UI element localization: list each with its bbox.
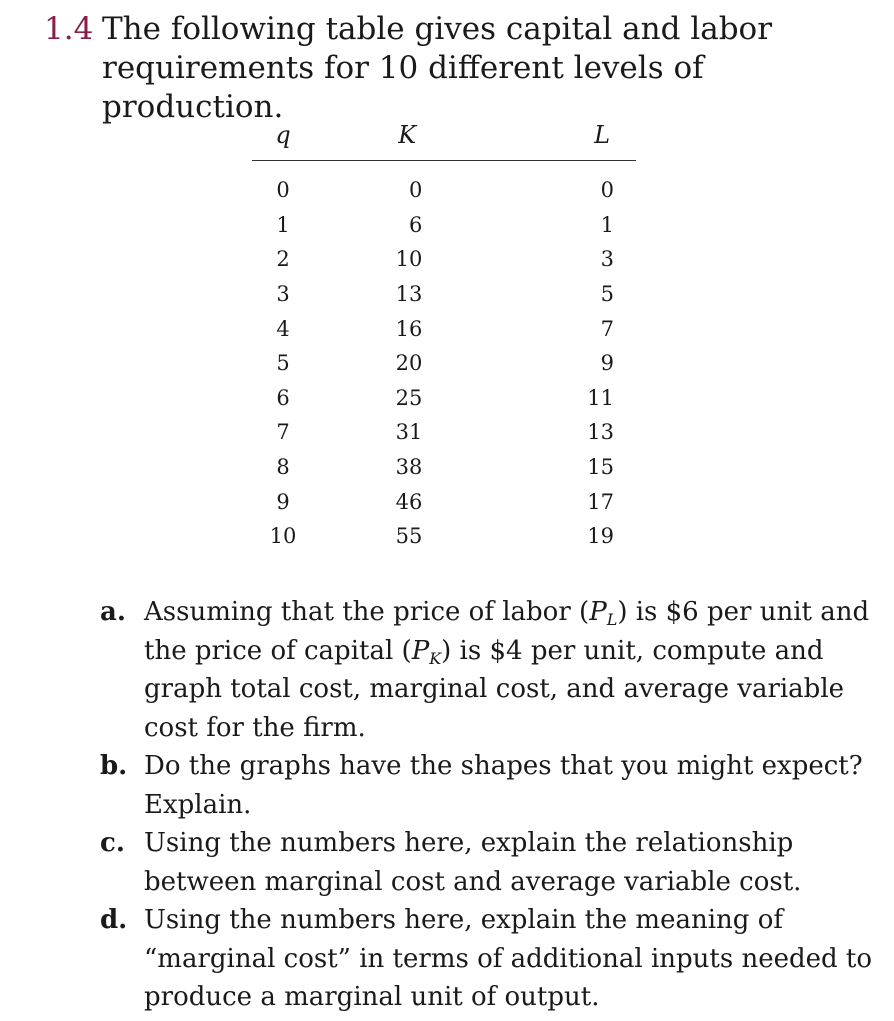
cell-l: 9 [600,351,614,376]
price-labor-symbol [589,597,617,627]
cell-l: 13 [587,420,614,445]
part-text: Using the numbers here, explain the meaning of “marginal cost” in terms of additional inputs needed to produce a marginal unit of output. [144,905,873,1012]
subscript-l: L [606,610,618,629]
header-k: K [314,110,500,161]
table-row [252,311,636,346]
cell-q: 1 [276,212,290,237]
table-row [252,346,636,381]
part-label: b. [100,751,128,781]
symbol-p: P [411,635,430,666]
table-row [252,208,636,243]
cell-q: 4 [276,316,290,341]
problem-stem: The following table gives capital and labor requirements for 10 different levels of production. [102,11,773,125]
table-row [252,277,636,312]
cell-l: 5 [600,282,614,307]
part-a-text-3: ) is $4 per unit, compute and graph total cost, marginal cost, and average variable cost for the firm. [144,635,845,743]
part-d [100,901,880,1017]
cell-k: 0 [408,178,423,203]
header-l: L [500,110,636,161]
header-row [252,110,636,161]
part-a-text-2: ) is $6 per unit and the price of capital ( [144,597,870,666]
cell-k: 25 [395,385,423,410]
requirements-table [252,110,636,554]
cell-q: 3 [276,282,290,307]
symbol-p: P [589,597,607,627]
table-row [252,242,636,277]
cell-l: 1 [600,212,614,237]
part-a [100,593,880,747]
part-text: Using the numbers here, explain the relationship between marginal cost and average variable cost. [144,828,802,897]
cell-k: 20 [395,351,423,376]
table-body [252,161,636,554]
cell-k: 10 [395,247,423,272]
part-label: c. [100,828,125,858]
cell-l: 3 [600,247,614,272]
part-text [144,593,874,747]
cell-q: 8 [276,455,290,480]
problem-number: 1.4 [44,11,94,47]
table-row [252,519,636,554]
cell-k: 55 [395,524,423,549]
part-label: a. [100,597,126,627]
question-parts [100,593,880,1017]
table-row [252,161,636,208]
cell-l: 7 [600,316,614,341]
table-row [252,450,636,485]
cell-k: 46 [395,489,423,514]
table-row [252,381,636,416]
table-row [252,484,636,519]
part-text: Do the graphs have the shapes that you might expect? Explain. [144,751,863,820]
cell-k: 38 [395,455,423,480]
cell-q: 2 [276,247,290,272]
part-label: d. [100,905,128,935]
cell-q: 10 [269,524,297,549]
part-a-text-1: Assuming that the price of labor ( [144,597,590,627]
cell-l: 19 [587,524,614,549]
table-row [252,415,636,450]
part-c [100,824,880,901]
cell-q: 7 [276,420,290,445]
cell-k: 16 [395,316,423,341]
table-header [252,110,636,161]
cell-k: 31 [395,420,423,445]
price-capital-symbol [412,636,441,666]
cell-k: 13 [395,282,423,307]
cell-l: 11 [587,385,614,410]
cell-q: 0 [276,178,290,203]
cell-l: 0 [600,178,614,203]
cell-q: 6 [276,385,290,410]
cell-q: 9 [276,489,290,514]
cell-k: 6 [408,212,423,237]
header-q: q [252,110,314,161]
subscript-k: K [429,648,442,668]
part-b [100,747,880,824]
cell-q: 5 [276,351,290,376]
cell-l: 15 [587,455,614,480]
cell-l: 17 [587,489,614,514]
